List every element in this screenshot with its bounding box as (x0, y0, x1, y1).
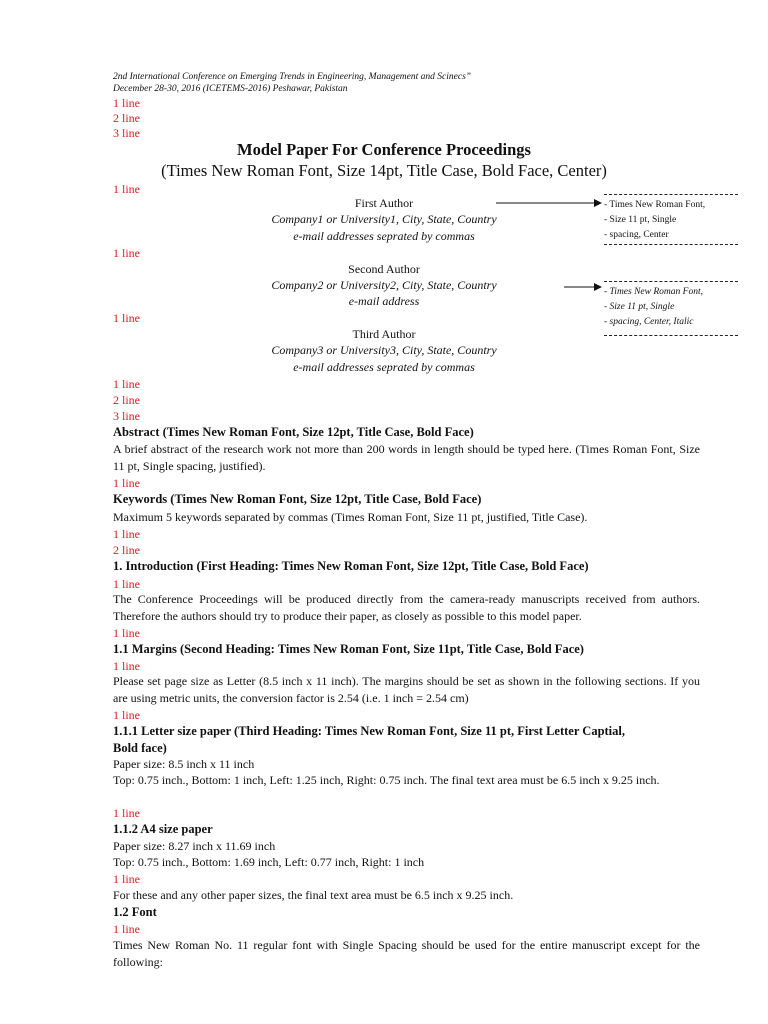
callout-line: - Times New Roman Font, (604, 198, 738, 213)
paper-subtitle: (Times New Roman Font, Size 14pt, Title Case, Bold Face, Center) (161, 161, 607, 180)
abstract-heading: Abstract (Times New Roman Font, Size 12pt, Title Case, Bold Face) (113, 425, 474, 439)
spacing-marker: 1 line (113, 659, 140, 673)
callout-line: - Times New Roman Font, (604, 285, 738, 300)
margins-heading: 1.1 Margins (Second Heading: Times New Roman Font, Size 11pt, Title Case, Bold Face) (113, 642, 584, 656)
letter-margins-text: Top: 0.75 inch., Bottom: 1 inch, Left: 1.25 inch, Right: 0.75 inch. The final text area must be 6.5 inch x 9.25 inch. (113, 773, 660, 787)
spacing-marker: 3 line (113, 409, 140, 423)
spacing-marker: 1 line (113, 182, 140, 196)
keywords-text: Maximum 5 keywords separated by commas (Times Roman Font, Size 11 pt, justified, Title Case). (113, 510, 588, 524)
spacing-marker: 2 line (113, 393, 140, 407)
letter-size-heading: 1.1.1 Letter size paper (Third Heading: Times New Roman Font, Size 11 pt, First Letter Captial, (113, 724, 625, 738)
author-affiliation: Company1 or University1, City, State, Country (271, 212, 497, 226)
author-name: Third Author (352, 327, 416, 341)
format-callout-box (604, 194, 738, 245)
conference-header-line2: December 28-30, 2016 (ICETEMS-2016) Peshawar, Pakistan (113, 84, 348, 94)
arrow-head-icon (594, 199, 602, 207)
author-email: e-mail address (348, 294, 420, 308)
introduction-heading: 1. Introduction (First Heading: Times New Roman Font, Size 12pt, Title Case, Bold Face) (113, 559, 589, 573)
author-affiliation: Company2 or University2, City, State, Country (271, 278, 497, 292)
arrow-head-icon (594, 283, 602, 291)
conference-header-line1: 2nd International Conference on Emerging Trends in Engineering, Management and Scinecs” (113, 72, 472, 82)
a4-margins-text: Top: 0.75 inch., Bottom: 1.69 inch, Left: 0.77 inch, Right: 1 inch (113, 855, 425, 869)
keywords-heading: Keywords (Times New Roman Font, Size 12pt, Title Case, Bold Face) (113, 492, 482, 506)
a4-paper-size: Paper size: 8.27 inch x 11.69 inch (113, 839, 276, 853)
callout-line: - spacing, Center, Italic (604, 315, 738, 330)
spacing-marker: 1 line (113, 377, 140, 391)
callout-line: - spacing, Center (604, 228, 738, 243)
abstract-text: A brief abstract of the research work not more than 200 words in length should be typed here. (Times Roman Font, Size 11 pt, Single spacing, justified). (113, 442, 700, 473)
a4-size-heading: 1.1.2 A4 size paper (113, 822, 213, 836)
other-sizes-text: For these and any other paper sizes, the final text area must be 6.5 inch x 9.25 inch. (113, 888, 514, 902)
spacing-marker: 1 line (113, 922, 140, 936)
spacing-marker: 1 line (113, 476, 140, 490)
callout-line: - Size 11 pt, Single (604, 300, 738, 315)
paper-title: Model Paper For Conference Proceedings (237, 140, 531, 159)
margins-text: Please set page size as Letter (8.5 inch x 11 inch). The margins should be set as shown in the following sections. If you are using metric units, the conversion factor is 2.54 (i.e. 1 inch = 2.54 cm) (113, 674, 700, 705)
introduction-text: The Conference Proceedings will be produced directly from the camera-ready manuscripts received from authors. Therefore the authors should try to produce their paper, as closely as possible to this model paper. (113, 592, 700, 623)
spacing-marker: 1 line (113, 708, 140, 722)
author-email: e-mail addresses seprated by commas (293, 360, 475, 374)
font-heading: 1.2 Font (113, 905, 157, 919)
format-callout-box (604, 281, 738, 336)
spacing-marker: 3 line (113, 126, 140, 140)
spacing-marker: 2 line (113, 111, 140, 125)
letter-paper-size: Paper size: 8.5 inch x 11 inch (113, 757, 255, 771)
author-name: Second Author (348, 262, 420, 276)
callout-line: - Size 11 pt, Single (604, 213, 738, 228)
spacing-marker: 1 line (113, 626, 140, 640)
spacing-marker: 2 line (113, 543, 140, 557)
author-name: First Author (354, 196, 414, 210)
callout-arrows (490, 195, 610, 295)
author-affiliation: Company3 or University3, City, State, Country (271, 343, 497, 357)
spacing-marker: 1 line (113, 96, 140, 110)
font-text: Times New Roman No. 11 regular font with Single Spacing should be used for the entire manuscript except for the following: (113, 938, 700, 969)
spacing-marker: 1 line (113, 311, 140, 325)
spacing-marker: 1 line (113, 806, 140, 820)
spacing-marker: 1 line (113, 577, 140, 591)
spacing-marker: 1 line (113, 527, 140, 541)
letter-size-heading-cont: Bold face) (113, 741, 167, 755)
author-email: e-mail addresses seprated by commas (293, 229, 475, 243)
spacing-marker: 1 line (113, 246, 140, 260)
spacing-marker: 1 line (113, 872, 140, 886)
